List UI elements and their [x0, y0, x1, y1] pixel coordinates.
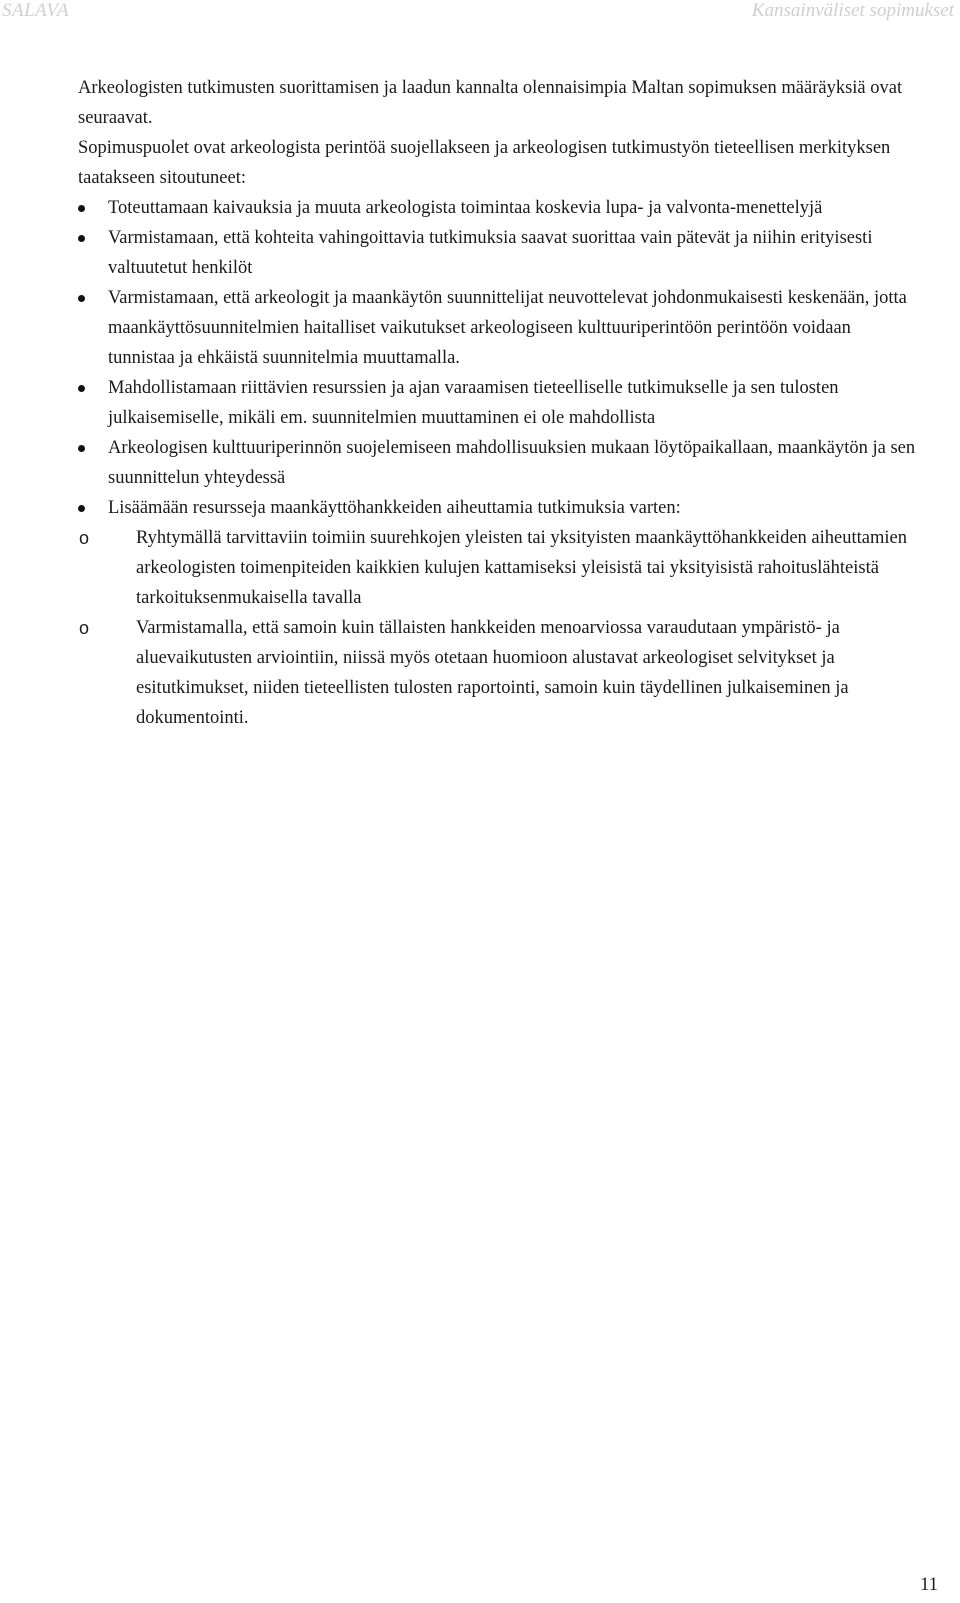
list-item-text: Varmistamaan, että kohteita vahingoittavia tutkimuksia saavat suorittaa vain pätevät ja niihin erityisesti valtuutetut henkilöt	[108, 228, 873, 278]
circle-bullet-icon: o	[79, 528, 90, 548]
header-title: Kansainväliset sopimukset	[751, 0, 954, 21]
sub-bullet-list	[78, 523, 918, 733]
bullet-icon	[78, 205, 85, 212]
list-item-text: Toteuttamaan kaivauksia ja muuta arkeologista toimintaa koskevia lupa- ja valvonta-menettelyjä	[108, 198, 823, 218]
circle-bullet-icon: o	[79, 618, 90, 638]
page-number: 11	[920, 1575, 938, 1595]
bullet-icon	[78, 295, 85, 302]
list-item-text: Lisäämään resursseja maankäyttöhankkeiden aiheuttamia tutkimuksia varten:	[108, 498, 681, 518]
list-item	[78, 373, 918, 433]
header-author: SALAVA	[2, 0, 70, 21]
list-item-text: Arkeologisen kulttuuriperinnön suojelemiseen mahdollisuuksien mukaan löytöpaikallaan, maankäytön ja sen suunnittelun yhteydessä	[108, 438, 916, 488]
list-item-text: Varmistamaan, että arkeologit ja maankäytön suunnittelijat neuvottelevat johdonmukaisesti keskenään, jotta maankäyttösuunnitelmien haitalliset vaikutukset arkeologiseen kulttuuriperintöön perintöön voidaan tunnistaa ja ehkäistä suunnitelmia muuttamalla.	[108, 288, 907, 368]
bullet-list	[78, 193, 918, 523]
sub-list-item-text: Ryhtymällä tarvittaviin toimiin suurehkojen yleisten tai yksityisten maankäyttöhankkeiden aiheuttamien arkeologisten toimenpiteiden kaikkien kulujen kattamiseksi yleisistä tai yksityisistä rahoituslähteistä tarkoituksenmukaisella tavalla	[136, 528, 907, 608]
list-item-text: Mahdollistamaan riittävien resurssien ja ajan varaamisen tieteelliselle tutkimukselle ja sen tulosten julkaisemiselle, mikäli em. suunnitelmien muuttaminen ei ole mahdollista	[108, 378, 839, 428]
list-item	[78, 283, 918, 373]
list-item	[78, 433, 918, 493]
intro-paragraph: Arkeologisten tutkimusten suorittamisen ja laadun kannalta olennaisimpia Maltan sopimuksen määräyksiä ovat seuraavat.	[78, 78, 903, 128]
bullet-icon	[78, 445, 85, 452]
sub-list-item-text: Varmistamalla, että samoin kuin tällaisten hankkeiden menoarviossa varaudutaan ympäristö- ja aluevaikutusten arviointiin, niissä myös otetaan huomioon alustavat arkeologiset selvitykset ja esitutkimukset, niiden tieteellisten tulosten raportointi, samoin kuin täydellinen julkaiseminen ja dokumentointi.	[136, 618, 849, 728]
document-body	[78, 73, 918, 733]
list-item	[78, 223, 918, 283]
sub-list-item	[78, 523, 918, 613]
list-item	[78, 493, 918, 523]
commitment-paragraph: Sopimuspuolet ovat arkeologista perintöä suojellakseen ja arkeologisen tutkimustyön tieteellisen merkityksen taatakseen sitoutuneet:	[78, 138, 891, 188]
sub-list-item	[78, 613, 918, 733]
bullet-icon	[78, 385, 85, 392]
bullet-icon	[78, 505, 85, 512]
list-item	[78, 193, 918, 223]
bullet-icon	[78, 235, 85, 242]
